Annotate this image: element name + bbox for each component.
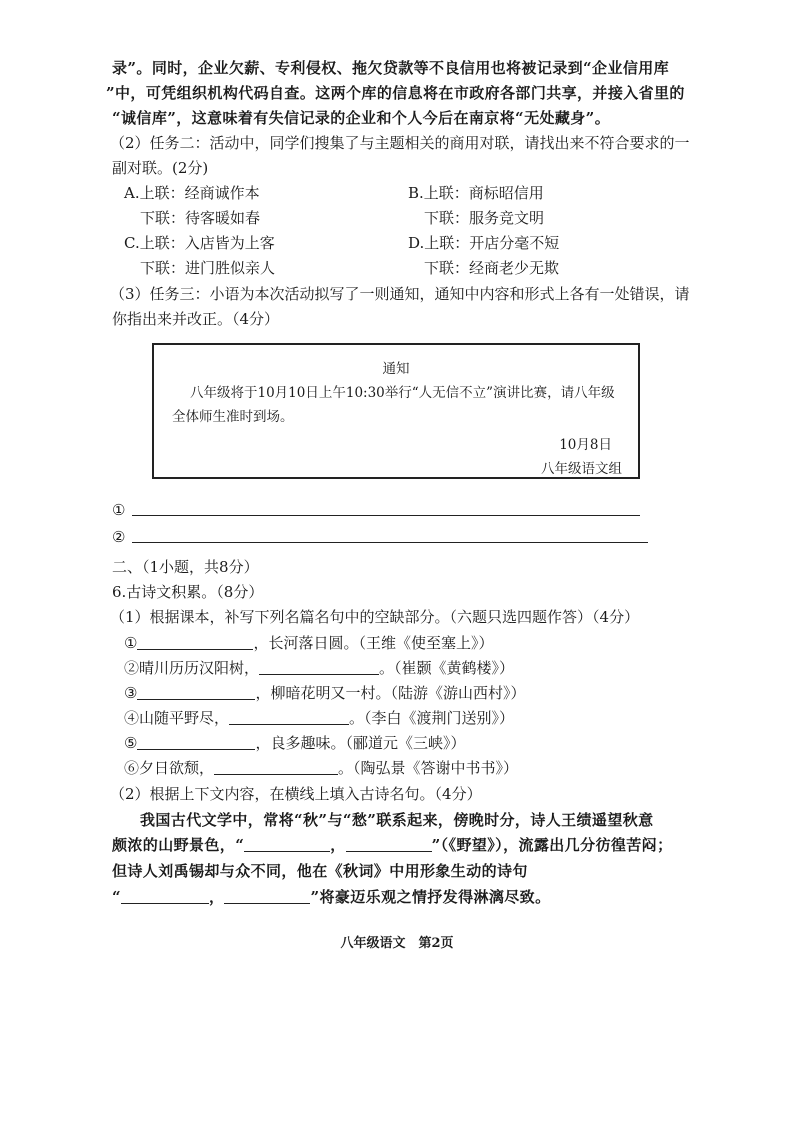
option-c-lower: 下联：进门胜似亲人: [140, 259, 276, 277]
poem-blank-3[interactable]: [137, 683, 255, 700]
context-line-4-a: “: [112, 888, 122, 906]
context-line-4-b: ，: [209, 888, 225, 906]
notice-signer: 八年级语文组: [541, 461, 622, 477]
sub-question-2: （2）根据上下文内容，在横线上填入古诗名句。（4分）: [110, 785, 482, 803]
poem-item-4-after: 。（李白《渡荆门送别》）: [349, 709, 515, 727]
notice-body-line-2: 全体师生准时到场。: [172, 409, 294, 425]
question-6-title: 6.古诗文积累。（8分）: [112, 583, 264, 601]
option-b-lower: 下联：服务竞文明: [424, 209, 545, 227]
page-footer: 八年级语文 第2页: [340, 936, 454, 951]
passage-line-2: ”中，可凭组织机构代码自查。这两个库的信息将在市政府各部门共享，并接入省里的: [106, 84, 685, 102]
notice-body-line-1: 八年级将于10月10日上午10:30举行“人无信不立”演讲比赛，请八年级: [190, 385, 615, 401]
poem-blank-9[interactable]: [121, 887, 209, 904]
context-line-2-c: ”（《野望》），流露出几分彷徨苦闷；: [431, 836, 673, 854]
poem-blank-7[interactable]: [244, 835, 330, 852]
context-line-4-c: ”将豪迈乐观之情抒发得淋漓尽致。: [310, 888, 551, 906]
poem-blank-1[interactable]: [137, 633, 253, 650]
context-line-3: 但诗人刘禹锡却与众不同，他在《秋词》中用形象生动的诗句: [112, 862, 528, 880]
poem-item-5-text: ，良多趣味。（郦道元《三峡》）: [255, 734, 466, 752]
poem-item-1: [124, 632, 493, 654]
context-line-1: 我国古代文学中，常将“秋”与“愁”联系起来，傍晚时分，诗人王绩遥望秋意: [140, 811, 654, 829]
context-line-2: [112, 834, 672, 856]
passage-line-1: 录”。同时，企业欠薪、专利侵权、拖欠贷款等不良信用也将被记录到“企业信用库: [112, 59, 670, 77]
poem-blank-8[interactable]: [346, 835, 432, 852]
option-b-upper: B.上联：商标昭信用: [408, 184, 544, 202]
notice-title: 通知: [382, 361, 410, 377]
poem-blank-6[interactable]: [214, 758, 338, 775]
context-line-4: [112, 886, 550, 908]
poem-item-3: [124, 682, 525, 704]
task2-question-line-1: （2）任务二：活动中，同学们搜集了与主题相关的商用对联，请找出来不符合要求的一: [110, 134, 690, 152]
context-line-2-b: ，: [330, 836, 346, 854]
poem-item-6-after: 。（陶弘景《答谢中书书》）: [338, 759, 519, 777]
option-c-upper: C.上联：入店皆为上客: [124, 234, 275, 252]
poem-blank-10[interactable]: [224, 887, 310, 904]
answer-line-2[interactable]: [112, 528, 648, 550]
task3-question-line-2: 你指出来并改正。（4分）: [112, 310, 280, 328]
poem-item-2-before: ②晴川历历汉阳树，: [124, 659, 260, 677]
poem-item-5-number: ⑤: [124, 734, 138, 752]
notice-date: 10月8日: [559, 437, 612, 453]
passage-line-3: “诚信库”，这意味着有失信记录的企业和个人今后在南京将“无处藏身”。: [112, 109, 611, 127]
context-line-2-a: 颇浓的山野景色，“: [112, 836, 245, 854]
poem-item-4: [124, 707, 514, 729]
section-2-heading: 二、（1小题，共8分）: [112, 558, 259, 576]
poem-item-4-before: ④山随平野尽，: [124, 709, 230, 727]
sub-question-1: （1）根据课本，补写下列名篇名句中的空缺部分。（六题只选四题作答）（4分）: [110, 608, 640, 626]
notice-box: [152, 343, 640, 479]
poem-item-1-number: ①: [124, 634, 138, 652]
poem-item-2: [124, 657, 514, 679]
option-d-lower: 下联：经商老少无欺: [424, 259, 560, 277]
answer-line-1[interactable]: [112, 501, 640, 523]
answer-underline-2: [132, 542, 648, 543]
poem-item-3-number: ③: [124, 684, 138, 702]
poem-item-5: [124, 732, 465, 754]
poem-item-6: [124, 757, 518, 779]
poem-blank-2[interactable]: [259, 658, 379, 675]
answer-number-2: ②: [112, 528, 126, 546]
poem-item-6-before: ⑥夕日欲颓，: [124, 759, 215, 777]
answer-number-1: ①: [112, 501, 126, 519]
task2-question-line-2: 副对联。(2分): [112, 159, 209, 177]
poem-item-3-text: ，柳暗花明又一村。（陆游《游山西村》）: [255, 684, 526, 702]
poem-item-2-after: 。（崔颢《黄鹤楼》）: [379, 659, 515, 677]
answer-underline-1: [132, 515, 640, 516]
poem-item-1-text: ，长河落日圆。（王维《使至塞上》）: [253, 634, 494, 652]
task3-question-line-1: （3）任务三：小语为本次活动拟写了一则通知，通知中内容和形式上各有一处错误，请: [110, 285, 690, 303]
option-d-upper: D.上联：开店分毫不短: [408, 234, 560, 252]
option-a-upper: A.上联：经商诚作本: [124, 184, 260, 202]
poem-blank-5[interactable]: [137, 733, 255, 750]
option-a-lower: 下联：待客暖如春: [140, 209, 261, 227]
poem-blank-4[interactable]: [229, 708, 349, 725]
